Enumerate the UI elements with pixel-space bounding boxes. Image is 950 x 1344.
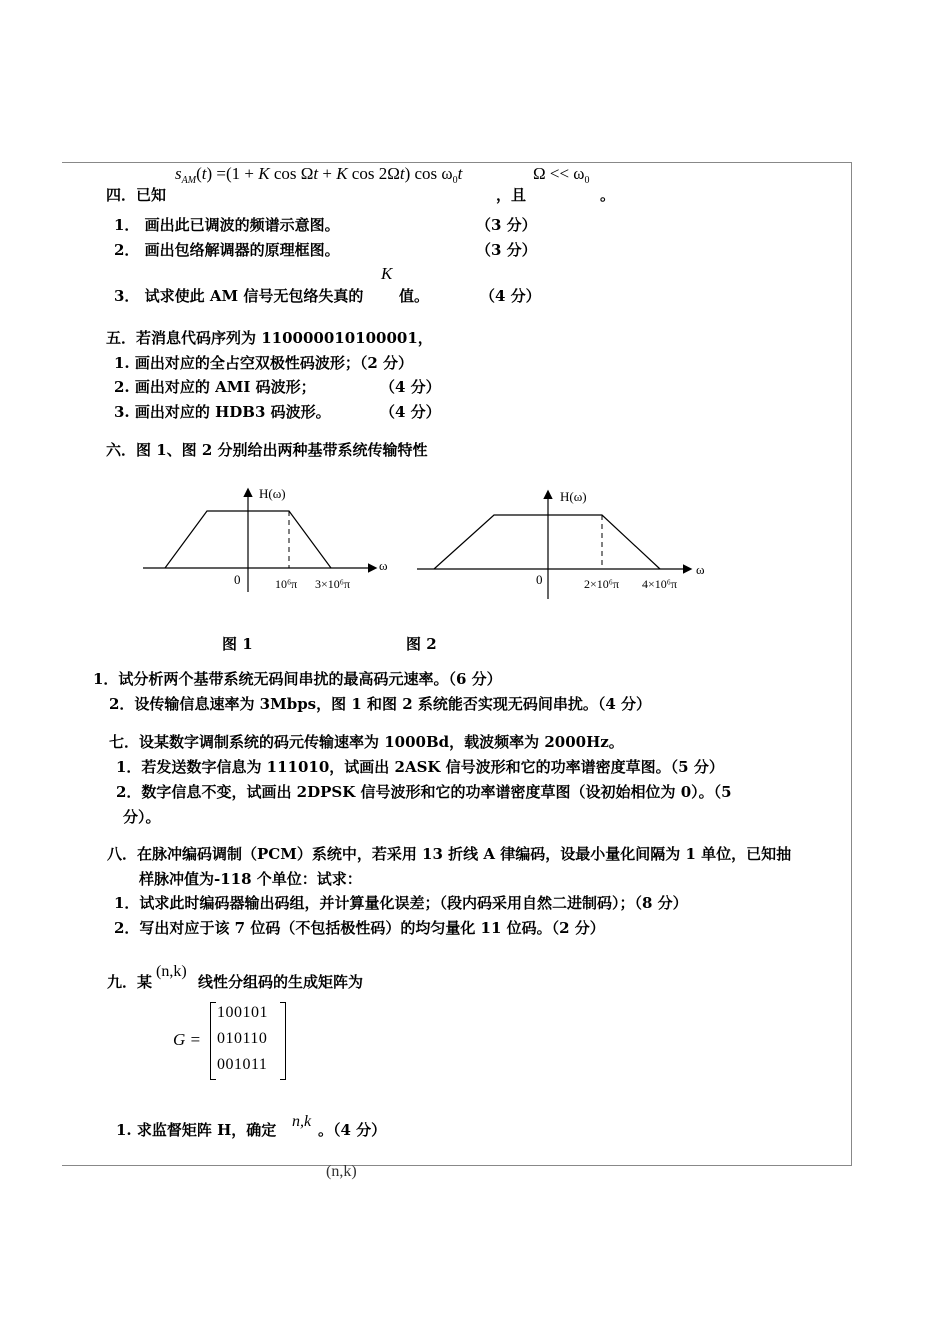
generator-g-label: G = [173, 1030, 201, 1049]
q5-item-2-score: （4 分） [380, 378, 441, 396]
fig1-origin: 0 [234, 572, 241, 587]
q5-item-3: 3. 画出对应的 HDB3 码波形。 [114, 403, 331, 421]
fig1-caption: 图 1 [222, 635, 253, 653]
matrix-row-2: 010110 [217, 1030, 268, 1047]
q9-label: 九．某 [107, 973, 153, 991]
am-formula: $s_{AM}(t) =(1 + K$ cos Ωt + K cos 2Ωt) $\cos \omega_0t$ [175, 164, 463, 186]
q8-item-2: 2．写出对应于该 7 位码（不包括极性码）的均匀量化 11 位码。（2 分） [114, 919, 605, 937]
q9-label-b: 线性分组码的生成矩阵为 [198, 973, 364, 991]
q7-item-1: 1．若发送数字信息为 111010，试画出 2ASK 信号波形和它的功率谱密度草图。（5 分） [116, 758, 724, 776]
q4-label: 四．已知 [106, 186, 167, 204]
q4-period: 。 [600, 186, 616, 204]
matrix-row-3: 001011 [217, 1056, 268, 1073]
q8-item-1: 1．试求此时编码器输出码组，并计算量化误差；（段内码采用自然二进制码）；（8 分） [114, 894, 688, 912]
matrix-row-1: 100101 [217, 1004, 268, 1021]
q4-item-2-score: （3 分） [476, 241, 537, 259]
footer-nk: (n,k) [326, 1163, 357, 1180]
fig2-ylabel: H(ω) [560, 489, 587, 504]
q6-item-2: 2．设传输信息速率为 3Mbps，图 1 和图 2 系统能否实现无码间串扰。（4 分） [109, 695, 652, 713]
am-condition: $\Omega << \omega_0$ [533, 164, 590, 186]
q5-item-3-score: （4 分） [380, 403, 441, 421]
q4-k-symbol: K [381, 264, 393, 283]
fig1-ylabel: H(ω) [259, 486, 286, 501]
fig2-caption: 图 2 [406, 635, 437, 653]
q5-item-1: 1. 画出对应的全占空双极性码波形；（2 分） [114, 354, 414, 372]
figure-2 [412, 484, 717, 604]
q4-item-3-b: 值。 [399, 287, 430, 305]
q4-item-1: 1． 画出此已调波的频谱示意图。 [114, 216, 340, 234]
q5-label: 五．若消息代码序列为 110000010100001， [106, 329, 433, 347]
q4-and: ，且 [496, 186, 527, 204]
fig1-tick-2: 3×10⁶π [315, 577, 351, 591]
q6-label: 六．图 1、图 2 分别给出两种基带系统传输特性 [106, 441, 428, 459]
q7-item-2-cont: 分）。 [123, 808, 161, 826]
q4-item-2: 2． 画出包络解调器的原理框图。 [114, 241, 340, 259]
generator-matrix [210, 1002, 286, 1078]
q8-label: 八．在脉冲编码调制（PCM）系统中，若采用 13 折线 A 律编码，设最小量化间隔为 1 单位，已知抽 [107, 845, 792, 863]
fig2-tick-1: 2×10⁶π [584, 577, 620, 591]
page-frame [62, 162, 852, 1166]
q7-label: 七．设某数字调制系统的码元传输速率为 1000Bd，载波频率为 2000Hz。 [109, 733, 624, 751]
q7-item-2: 2．数字信息不变，试画出 2DPSK 信号波形和它的功率谱密度草图（设初始相位为 0）。（5 [116, 783, 732, 801]
q9-item-1: 1. 求监督矩阵 H，确定 [116, 1121, 277, 1139]
figure-1 [135, 480, 400, 600]
q5-item-2: 2. 画出对应的 AMI 码波形； [114, 378, 316, 396]
fig2-origin: 0 [536, 572, 543, 587]
fig1-tick-1: 10⁶π [275, 577, 298, 591]
q9-item-1-nk: n,k [292, 1113, 312, 1130]
q8-label-cont: 样脉冲值为-118 个单位：试求： [139, 870, 362, 888]
fig2-trapezoid [434, 515, 660, 569]
fig2-tick-2: 4×10⁶π [642, 577, 678, 591]
q4-item-3-score: （4 分） [480, 287, 541, 305]
q9-nk: (n,k) [156, 963, 187, 980]
fig2-xlabel: ω [696, 562, 705, 577]
q4-item-3: 3． 试求使此 AM 信号无包络失真的 [114, 287, 364, 305]
q9-item-1-b: 。（4 分） [318, 1121, 387, 1139]
q6-item-1: 1．试分析两个基带系统无码间串扰的最高码元速率。（6 分） [93, 670, 502, 688]
q4-item-1-score: （3 分） [476, 216, 537, 234]
fig1-xlabel: ω [379, 558, 388, 573]
